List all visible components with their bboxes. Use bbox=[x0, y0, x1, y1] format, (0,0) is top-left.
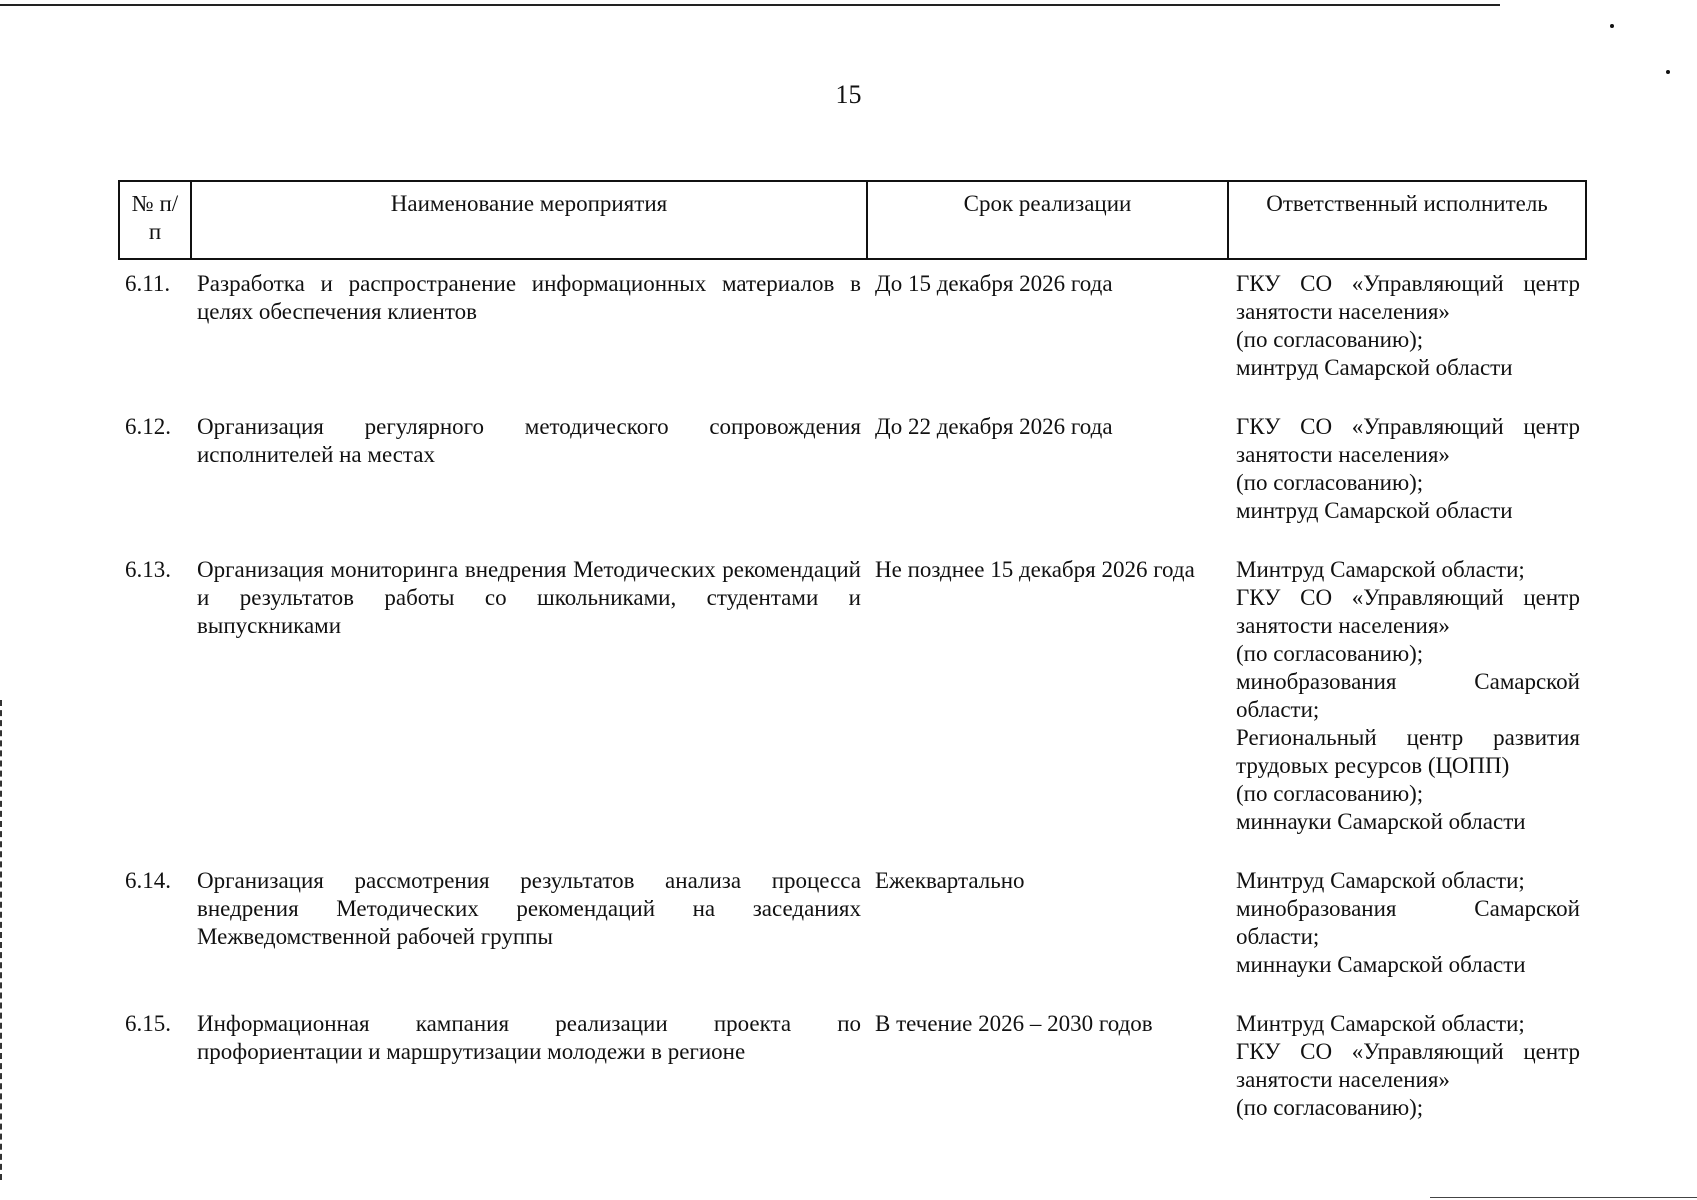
scan-speck bbox=[1610, 24, 1614, 28]
row-number: 6.12. bbox=[125, 414, 171, 439]
activity-name: Разработка и распространение информационных материалов в целях обеспечения клиентов bbox=[197, 271, 861, 324]
responsible-line: минобразования Самарской bbox=[1236, 896, 1580, 921]
header-name: Наименование мероприятия bbox=[191, 181, 867, 259]
responsible-line: минтруд Самарской области bbox=[1236, 498, 1513, 523]
responsible-line: области; bbox=[1236, 697, 1320, 722]
row-number: 6.13. bbox=[125, 557, 171, 582]
responsible-line: (по согласованию); bbox=[1236, 327, 1424, 352]
implementation-term: До 15 декабря 2026 года bbox=[875, 271, 1113, 296]
table-body bbox=[119, 259, 1586, 1143]
scan-border-top bbox=[0, 4, 1500, 6]
responsible-executor bbox=[1228, 403, 1586, 546]
responsible-line: занятости населения» bbox=[1236, 1067, 1450, 1092]
responsible-line: Региональный центр развития bbox=[1236, 725, 1580, 750]
scan-margin-marks bbox=[0, 700, 5, 1180]
table-row bbox=[119, 1000, 1586, 1143]
activity-name: Организация мониторинга внедрения Методических рекомендаций и результатов работы со школьниками, студентами и выпускниками bbox=[197, 557, 861, 638]
responsible-line: ГКУ СО «Управляющий центр bbox=[1236, 1039, 1580, 1064]
responsible-line: Минтруд Самарской области; bbox=[1236, 557, 1525, 582]
responsible-line: минобразования Самарской bbox=[1236, 669, 1580, 694]
implementation-term: Не позднее 15 декабря 2026 года bbox=[875, 557, 1195, 582]
implementation-term: Ежеквартально bbox=[875, 868, 1025, 893]
scan-speck bbox=[1666, 70, 1670, 74]
implementation-term: До 22 декабря 2026 года bbox=[875, 414, 1113, 439]
responsible-line: миннауки Самарской области bbox=[1236, 952, 1526, 977]
table-row bbox=[119, 857, 1586, 1000]
row-number: 6.11. bbox=[125, 271, 171, 296]
table-row bbox=[119, 546, 1586, 857]
responsible-line: (по согласованию); bbox=[1236, 781, 1424, 806]
row-number: 6.14. bbox=[125, 868, 171, 893]
implementation-term: В течение 2026 – 2030 годов bbox=[875, 1011, 1153, 1036]
responsible-line: ГКУ СО «Управляющий центр bbox=[1236, 414, 1580, 439]
responsible-line: (по согласованию); bbox=[1236, 641, 1424, 666]
activity-name: Информационная кампания реализации проекта по профориентации и маршрутизации молодежи в регионе bbox=[197, 1011, 861, 1064]
table-header bbox=[119, 181, 1586, 259]
scan-border-bottom bbox=[1430, 1197, 1697, 1198]
header-responsible: Ответственный исполнитель bbox=[1228, 181, 1586, 259]
responsible-line: Минтруд Самарской области; bbox=[1236, 1011, 1525, 1036]
header-term: Срок реализации bbox=[867, 181, 1228, 259]
activity-name: Организация регулярного методического сопровождения исполнителей на местах bbox=[197, 414, 861, 467]
responsible-line: области; bbox=[1236, 924, 1320, 949]
responsible-line: ГКУ СО «Управляющий центр bbox=[1236, 271, 1580, 296]
responsible-executor bbox=[1228, 857, 1586, 1000]
table-row bbox=[119, 403, 1586, 546]
responsible-executor bbox=[1228, 546, 1586, 857]
header-num: № п/п bbox=[119, 181, 191, 259]
responsible-line: миннауки Самарской области bbox=[1236, 809, 1526, 834]
responsible-line: минтруд Самарской области bbox=[1236, 355, 1513, 380]
activity-name: Организация рассмотрения результатов анализа процесса внедрения Методических рекомендаций на заседаниях Межведомственной рабочей группы bbox=[197, 868, 861, 949]
responsible-line: (по согласованию); bbox=[1236, 1095, 1424, 1120]
responsible-line: занятости населения» bbox=[1236, 299, 1450, 324]
responsible-executor bbox=[1228, 259, 1586, 403]
table-row bbox=[119, 259, 1586, 403]
responsible-line: занятости населения» bbox=[1236, 442, 1450, 467]
responsible-line: трудовых ресурсов (ЦОПП) bbox=[1236, 753, 1510, 778]
responsible-line: занятости населения» bbox=[1236, 613, 1450, 638]
responsible-line: (по согласованию); bbox=[1236, 470, 1424, 495]
row-number: 6.15. bbox=[125, 1011, 171, 1036]
responsible-line: Минтруд Самарской области; bbox=[1236, 868, 1525, 893]
page-number: 15 bbox=[835, 80, 862, 109]
responsible-executor bbox=[1228, 1000, 1586, 1143]
responsible-line: ГКУ СО «Управляющий центр bbox=[1236, 585, 1580, 610]
activities-table bbox=[118, 180, 1587, 1143]
